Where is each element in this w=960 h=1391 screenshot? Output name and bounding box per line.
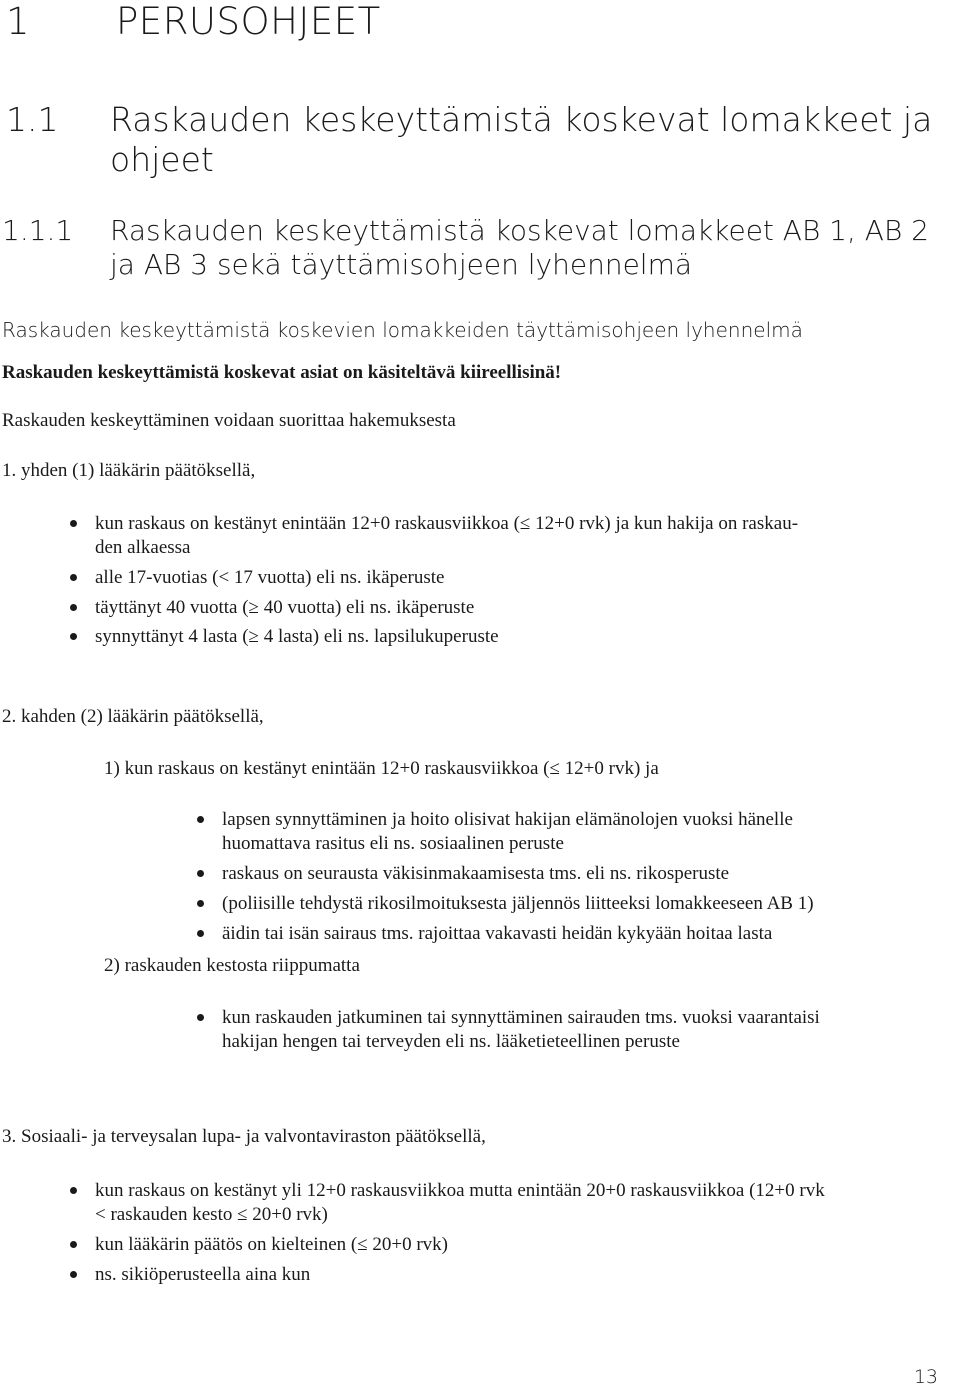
chapter-title: PERUSOHJEET xyxy=(116,0,381,43)
subsection-number: 1.1.1 xyxy=(2,214,74,247)
section-3-heading: 3. Sosiaali- ja terveysalan lupa- ja valvontaviraston päätöksellä, xyxy=(2,1126,486,1147)
list-item: täyttänyt 40 vuotta (≥ 40 vuotta) eli ns. ikäperuste xyxy=(95,597,475,618)
subsection-title-line1: Raskauden keskeyttämistä koskevat lomakkeet AB 1, AB 2 xyxy=(110,214,929,247)
intro-text: Raskauden keskeyttäminen voidaan suorittaa hakemuksesta xyxy=(2,410,456,431)
list-item: lapsen synnyttäminen ja hoito olisivat hakijan elämänolojen vuoksi hänelle huomattava rasitus eli ns. sosiaalinen peruste xyxy=(222,809,793,854)
list-item: kun raskaus on kestänyt yli 12+0 raskausviikkoa mutta enintään 20+0 raskausviikkoa (12+0 rvk < raskauden kesto ≤ 20+0 rvk) xyxy=(95,1180,825,1225)
page-number: 13 xyxy=(913,1366,938,1388)
list-item: alle 17-vuotias (< 17 vuotta) eli ns. ikäperuste xyxy=(95,567,445,588)
urgency-warning: Raskauden keskeyttämistä koskevat asiat on käsiteltävä kiireellisinä! xyxy=(2,362,562,383)
section-2-heading: 2. kahden (2) lääkärin päätöksellä, xyxy=(2,706,264,727)
list-item: äidin tai isän sairaus tms. rajoittaa vakavasti heidän kykyään hoitaa lasta xyxy=(222,923,773,944)
section-number: 1.1 xyxy=(6,100,59,139)
subsection-title-line2: ja AB 3 sekä täyttämisohjeen lyhennelmä xyxy=(110,248,693,281)
chapter-number: 1 xyxy=(6,0,31,43)
list-item: raskaus on seurausta väkisinmakaamisesta tms. eli ns. rikosperuste xyxy=(222,863,730,884)
list-item: ns. sikiöperusteella aina kun xyxy=(95,1264,311,1285)
list-item: kun raskaus on kestänyt enintään 12+0 raskausviikkoa (≤ 12+0 rvk) ja kun hakija on raskau- den alkaessa xyxy=(95,513,799,558)
section-title-line2: ohjeet xyxy=(110,140,214,179)
list-item: kun raskauden jatkuminen tai synnyttäminen sairauden tms. vuoksi vaarantaisi hakijan hengen tai terveyden eli ns. lääketieteellinen peruste xyxy=(222,1007,820,1052)
section-title-line1: Raskauden keskeyttämistä koskevat lomakkeet ja xyxy=(110,100,933,139)
summary-heading: Raskauden keskeyttämistä koskevien lomakkeiden täyttämisohjeen lyhennelmä xyxy=(2,318,803,342)
section-2-sub1: 1) kun raskaus on kestänyt enintään 12+0 raskausviikkoa (≤ 12+0 rvk) ja xyxy=(104,758,659,779)
list-item: kun lääkärin päätös on kielteinen (≤ 20+0 rvk) xyxy=(95,1234,449,1255)
list-item: (poliisille tehdystä rikosilmoituksesta jäljennös liitteeksi lomakkeeseen AB 1) xyxy=(222,893,814,914)
section-1-heading: 1. yhden (1) lääkärin päätöksellä, xyxy=(2,460,256,481)
list-item: synnyttänyt 4 lasta (≥ 4 lasta) eli ns. lapsilukuperuste xyxy=(95,626,499,647)
section-2-sub2: 2) raskauden kestosta riippumatta xyxy=(104,955,360,976)
